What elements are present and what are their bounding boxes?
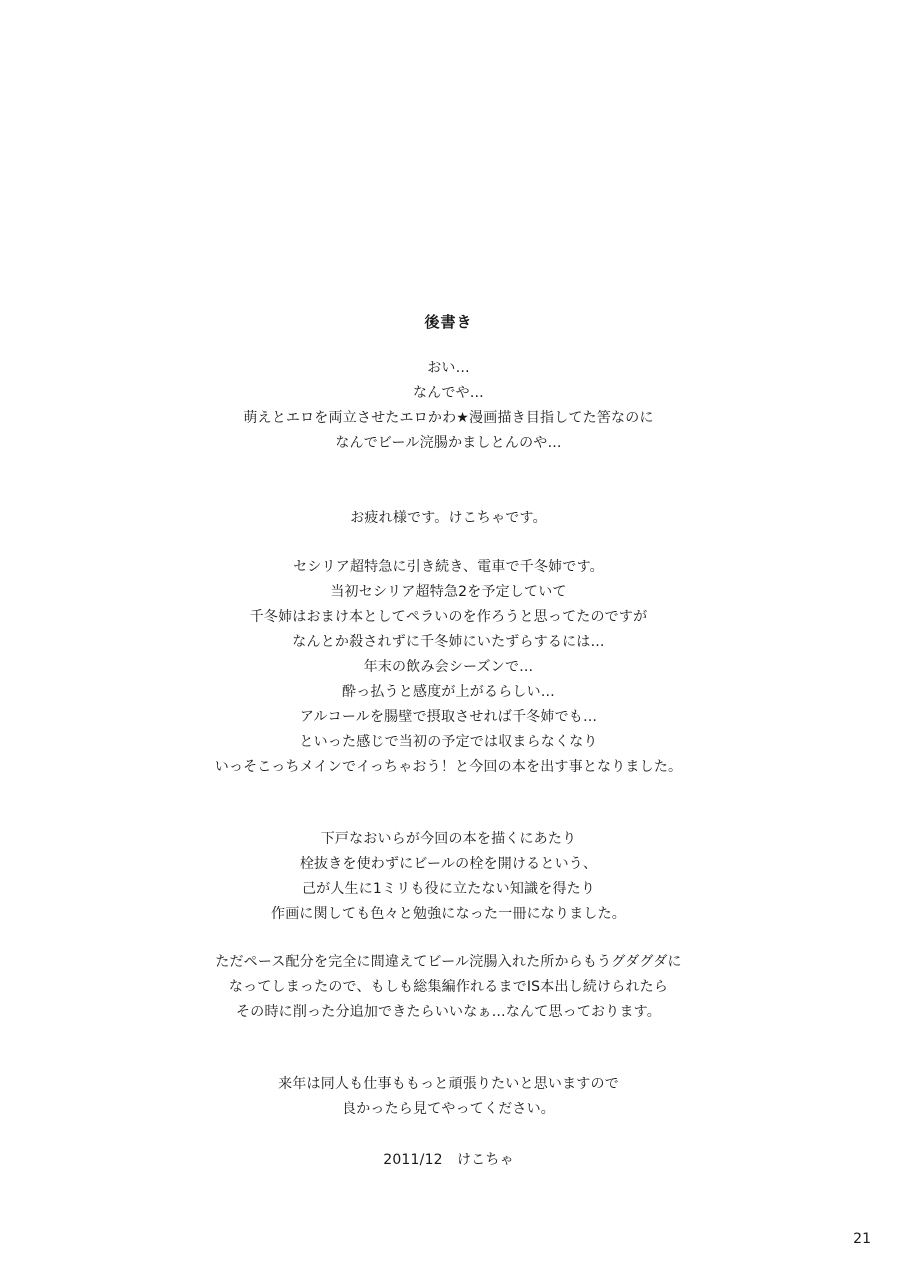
text-line: 下戸なおいらが今回の本を描くにあたり: [320, 831, 577, 847]
text-line: 来年は同人も仕事ももっと頑張りたいと思いますので: [278, 1076, 619, 1092]
text-line: その時に削った分追加できたらいいなぁ…なんて思っております。: [236, 1004, 661, 1020]
afterword-title: 後書き: [424, 313, 473, 331]
text-line: 酔っ払うと感度が上がるらしい…: [342, 684, 555, 700]
text-line: なんでや…: [413, 385, 484, 401]
text-line: なんでビール浣腸かましとんのや…: [335, 435, 562, 451]
text-line: 年末の飲み会シーズンで…: [363, 659, 534, 675]
text-line: ただペース配分を完全に間違えてビール浣腸入れた所からもうグダグダに: [215, 954, 682, 970]
text-line: 栓抜きを使わずにビールの栓を開けるという、: [299, 856, 598, 872]
text-line: 良かったら見てやってください。: [342, 1101, 555, 1117]
text-line: 萌えとエロを両立させたエロかわ★漫画描き目指してた筈なのに: [243, 410, 654, 426]
page-number: 21: [853, 1231, 871, 1247]
text-line: いっそこっちメインでイっちゃおう！と今回の本を出す事となりました。: [214, 759, 683, 775]
text-line: セシリア超特急に引き続き、電車で千冬姉です。: [293, 559, 604, 575]
signature-date: 2011/12 けこちゃ: [383, 1152, 514, 1168]
text-line: といった感じで当初の予定では収まらなくなり: [299, 734, 598, 750]
text-line: おい…: [427, 360, 470, 376]
text-line: アルコールを腸壁で摂取させれば千冬姉でも…: [299, 709, 598, 725]
text-line: 千冬姉はおまけ本としてペラいのを作ろうと思ってたのですが: [249, 609, 648, 625]
text-line: なんとか殺されずに千冬姉にいたずらするには…: [292, 634, 605, 650]
text-line: 己が人生に1ミリも役に立たない知識を得たり: [301, 881, 596, 897]
text-line: お疲れ様です。けこちゃです。: [350, 510, 547, 526]
text-line: 作画に関しても色々と勉強になった一冊になりました。: [271, 906, 626, 922]
text-line: 当初セシリア超特急2を予定していて: [330, 584, 567, 600]
text-line: なってしまったので、もしも総集編作れるまでIS本出し続けられたら: [228, 979, 669, 995]
